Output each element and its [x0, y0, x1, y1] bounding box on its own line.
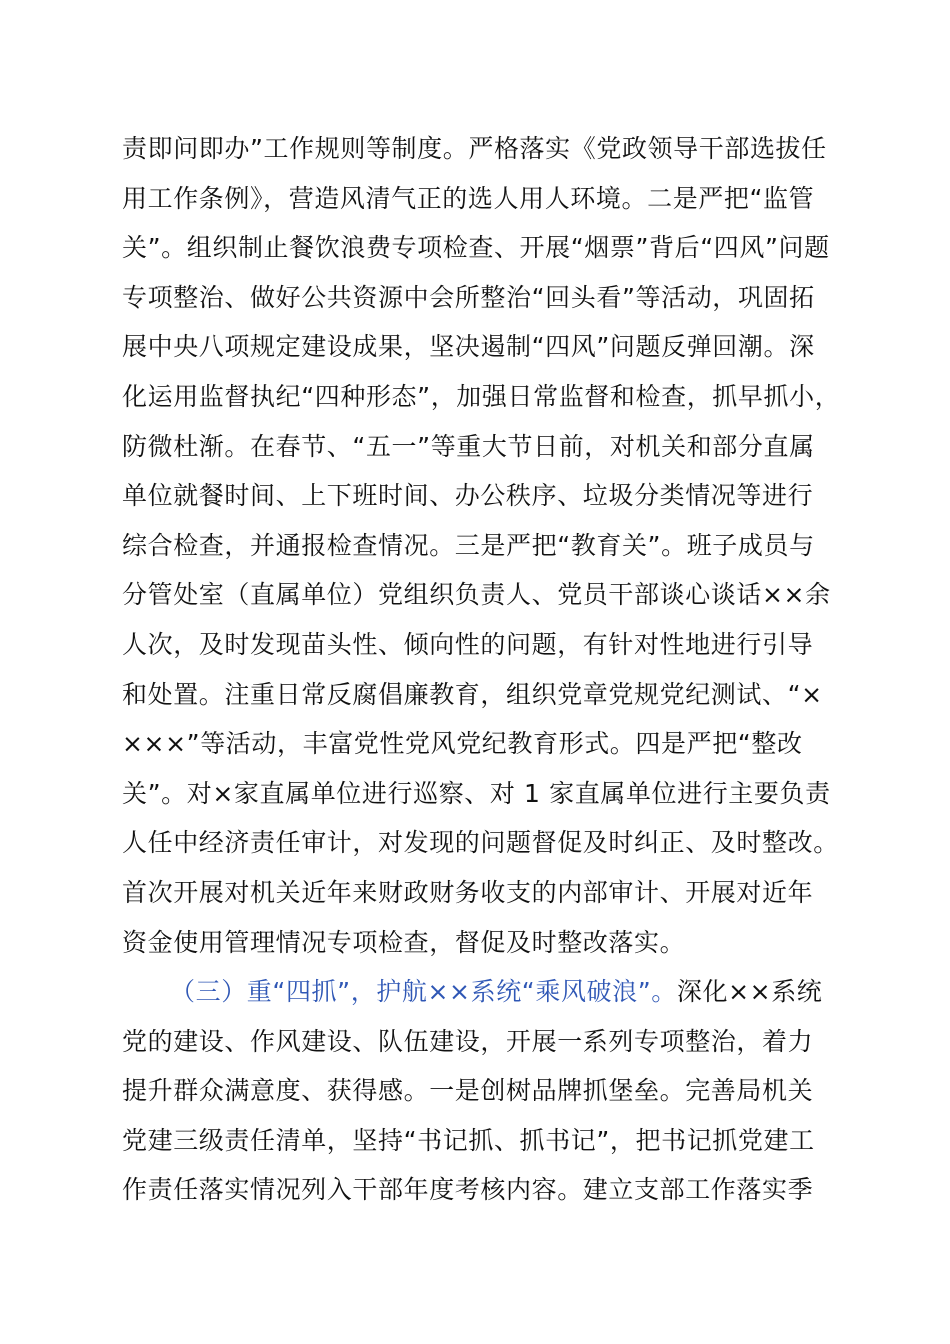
text-line: 人次，及时发现苗头性、倾向性的问题，有针对性地进行引导	[122, 629, 814, 659]
text-line: 人任中经济责任审计，对发现的问题督促及时纠正、及时整改。	[122, 828, 839, 858]
text-line: 用工作条例》，营造风清气正的选人用人环境。二是严把“监管	[122, 183, 815, 213]
text-line: 单位就餐时间、上下班时间、办公秩序、垃圾分类情况等进行	[122, 481, 814, 511]
paragraph-discipline-checks	[122, 124, 862, 967]
text-line: 党的建设、作风建设、队伍建设，开展一系列专项整治，着力	[122, 1026, 814, 1056]
text-line: 首次开展对机关近年来财政财务收支的内部审计、开展对近年	[122, 877, 814, 907]
text-line: 展中央八项规定建设成果，坚决遏制“四风”问题反弹回潮。深	[122, 332, 815, 362]
section-3-first-line	[122, 967, 862, 1017]
text-line: 分管处室（直属单位）党组织负责人、党员干部谈心谈话××余	[122, 580, 831, 610]
text-line: 关”。组织制止餐饮浪费专项检查、开展“烟票”背后“四风”问题	[122, 233, 830, 263]
text-line: 资金使用管理情况专项检查，督促及时整改落实。	[122, 927, 686, 957]
text-line: 党建三级责任清单，坚持“书记抓、抓书记”，把书记抓党建工	[122, 1125, 815, 1155]
text-line: 综合检查，并通报检查情况。三是严把“教育关”。班子成员与	[122, 530, 815, 560]
paragraph-section-3	[122, 967, 862, 1215]
section-3-heading: （三）重“四抓”，护航××系统“乘风破浪”。	[170, 977, 677, 1007]
text-line: 防微杜渐。在春节、“五一”等重大节日前，对机关和部分直属	[122, 431, 815, 461]
document-body	[122, 124, 862, 1215]
text-line: ×××”等活动，丰富党性党风党纪教育形式。四是严把“整改	[122, 729, 803, 759]
section-3-first-line-rest: 深化××系统	[676, 977, 823, 1007]
text-line: 关”。对×家直属单位进行巡察、对 1 家直属单位进行主要负责	[122, 778, 831, 808]
text-line: 提升群众满意度、获得感。一是创树品牌抓堡垒。完善局机关	[122, 1076, 814, 1106]
text-line: 和处置。注重日常反腐倡廉教育，组织党章党规党纪测试、“×	[122, 679, 823, 709]
text-line: 责即问即办”工作规则等制度。严格落实《党政领导干部选拔任	[122, 134, 827, 163]
text-line: 化运用监督执纪“四种形态”，加强日常监督和检查，抓早抓小，	[122, 381, 841, 411]
text-line: 作责任落实情况列入干部年度考核内容。建立支部工作落实季	[122, 1175, 814, 1205]
text-line: 专项整治、做好公共资源中会所整治“回头看”等活动，巩固拓	[122, 282, 815, 312]
